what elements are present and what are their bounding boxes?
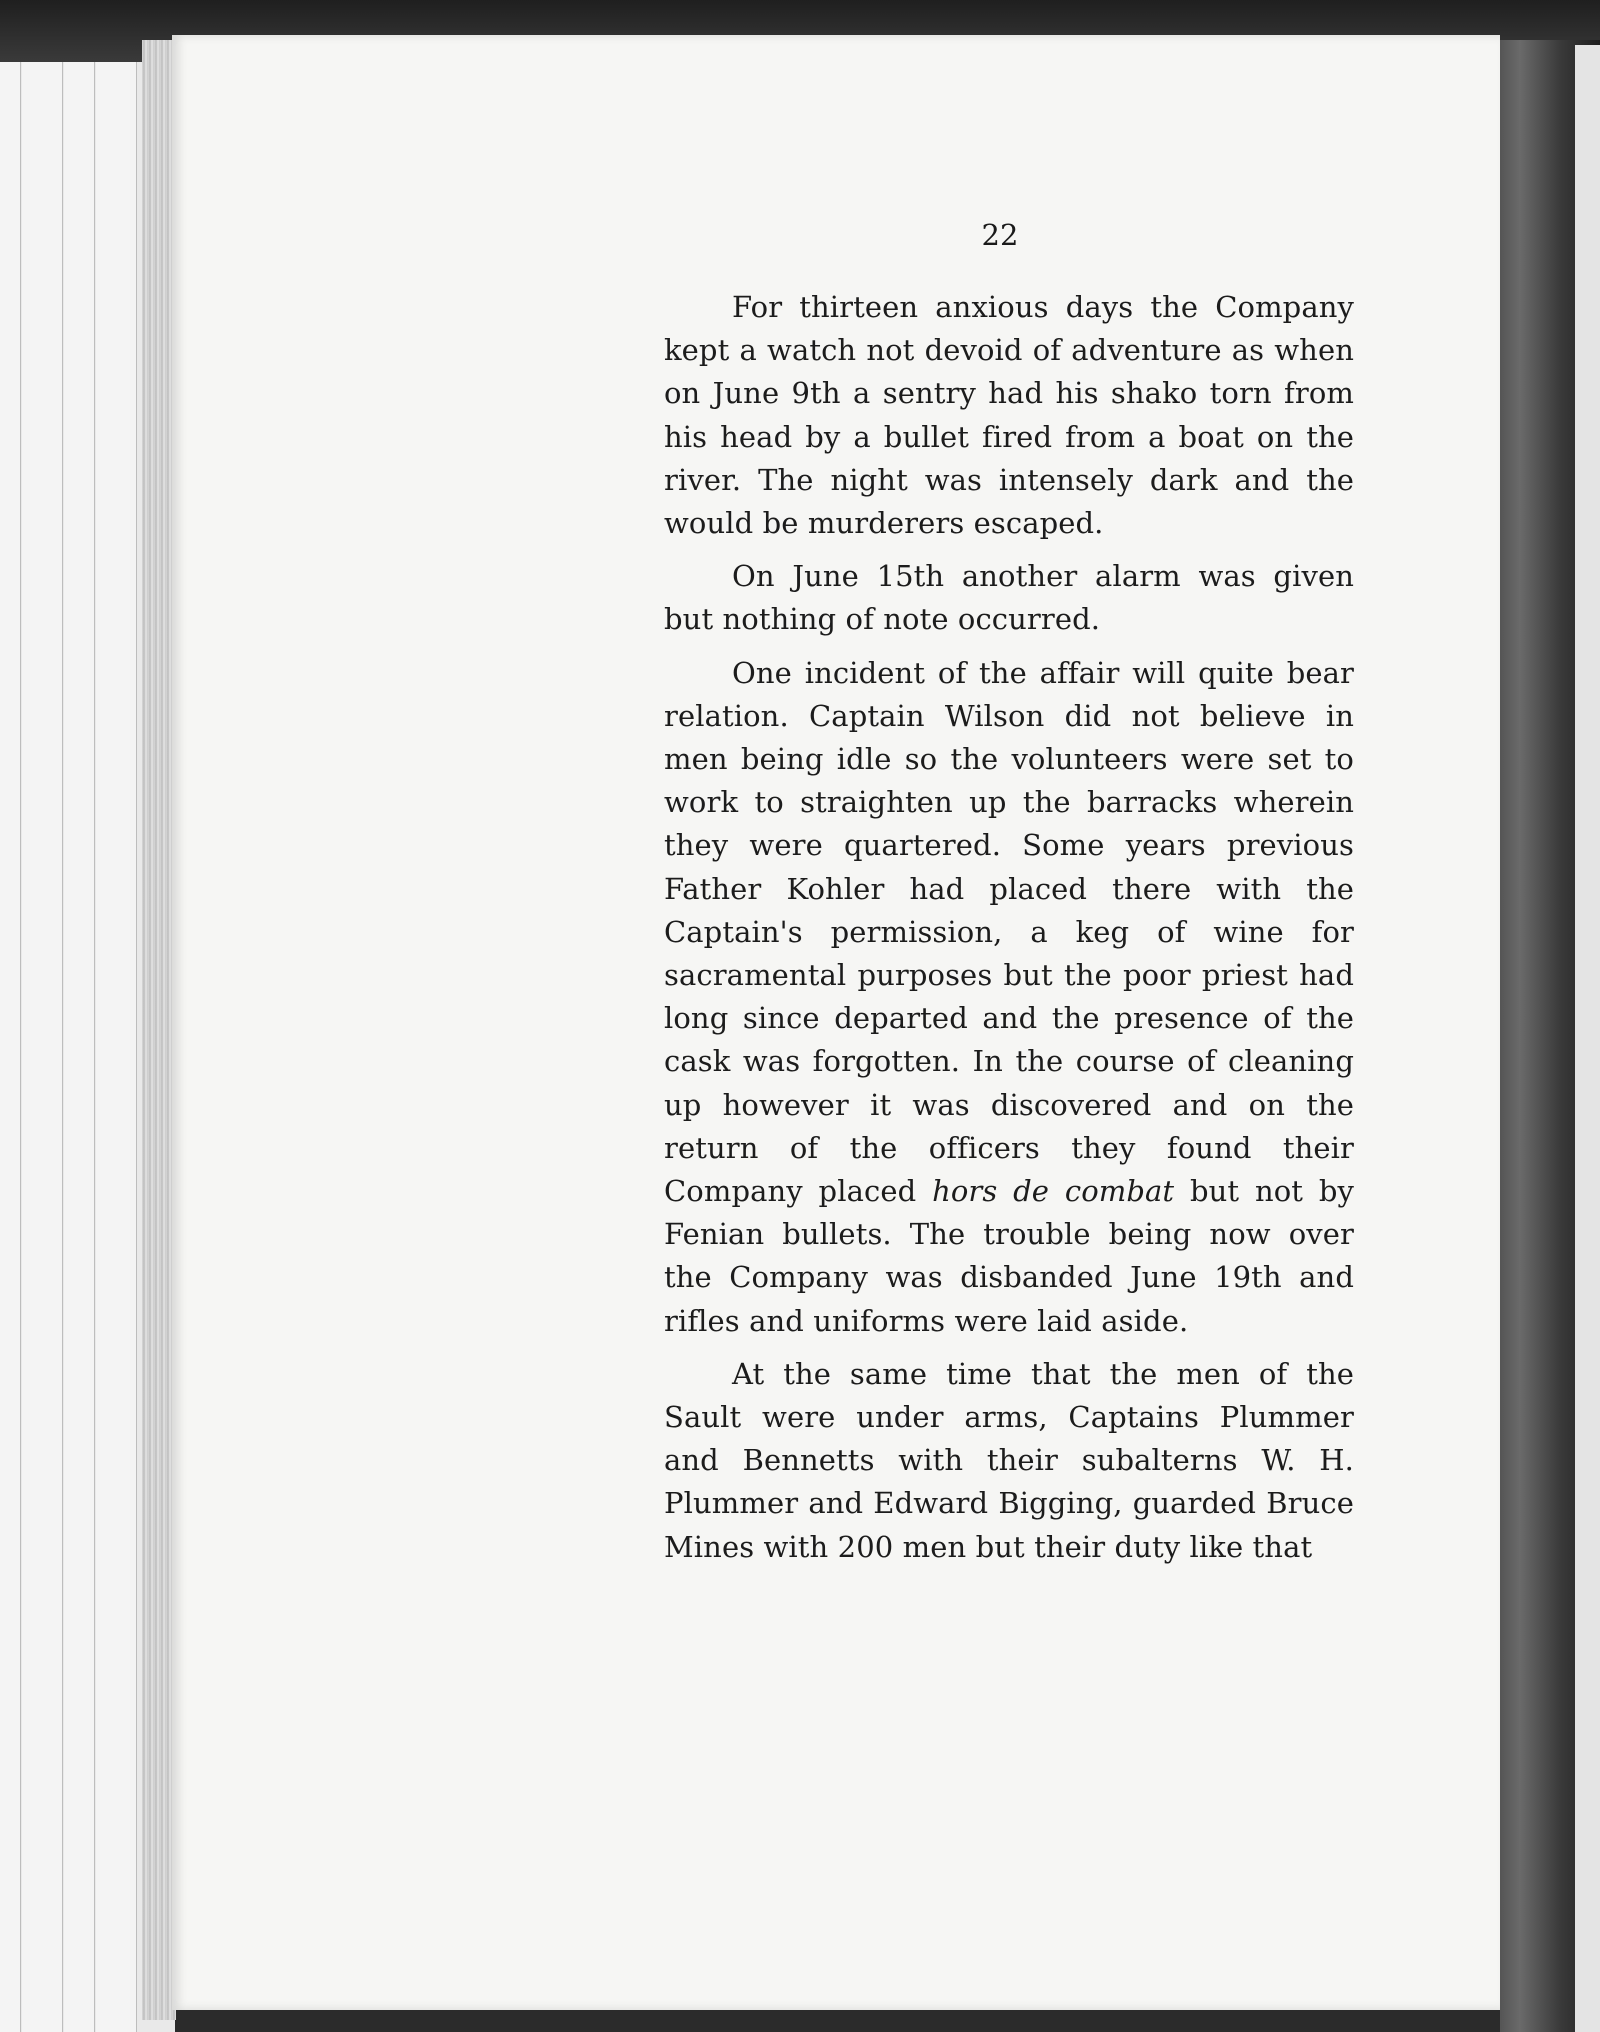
next-page-sliver [1575, 45, 1600, 2032]
page-number: 22 [981, 218, 1019, 252]
paragraph [664, 652, 1354, 1343]
paragraph-text: but not by Fenian bullets. The trouble being now over the Company was disbanded June 19th and rifles and uniforms were laid aside. [664, 1174, 1354, 1338]
italic-phrase: hors de combat [932, 1174, 1175, 1209]
page-edge [0, 62, 21, 2032]
paragraph: On June 15th another alarm was given but nothing of note occurred. [664, 559, 1354, 637]
paragraph: For thirteen anxious days the Company kept a watch not devoid of adventure as when on June 9th a sentry had his shako torn from his head by a bullet fired from a boat on the river. The night was intensely dark and the would be murderers escaped. [664, 290, 1354, 541]
body-text [664, 286, 1354, 1569]
book-binding [142, 40, 176, 2020]
page-edge [64, 62, 95, 2032]
page-edge [22, 62, 63, 2032]
paragraph: At the same time that the men of the Sault were under arms, Captains Plummer and Bennetts with their subalterns W. H. Plummer and Edward Bigging, guarded Bruce Mines with 200 men but their duty like that [664, 1356, 1354, 1564]
paragraph-text: One incident of the affair will quite bear relation. Captain Wilson did not believe in men being idle so the volunteers were set to work to straighten up the barracks wherein they were quartered. Some years previous Father Kohler had placed there with the Captain's permission, a keg of wine for sacramental purposes but the poor priest had long since departed and the presence of the cask was forgotten. In the course of cleaning up however it was discovered and on the return of the officers they found their Company placed [664, 655, 1354, 1209]
page-edge [96, 62, 137, 2032]
